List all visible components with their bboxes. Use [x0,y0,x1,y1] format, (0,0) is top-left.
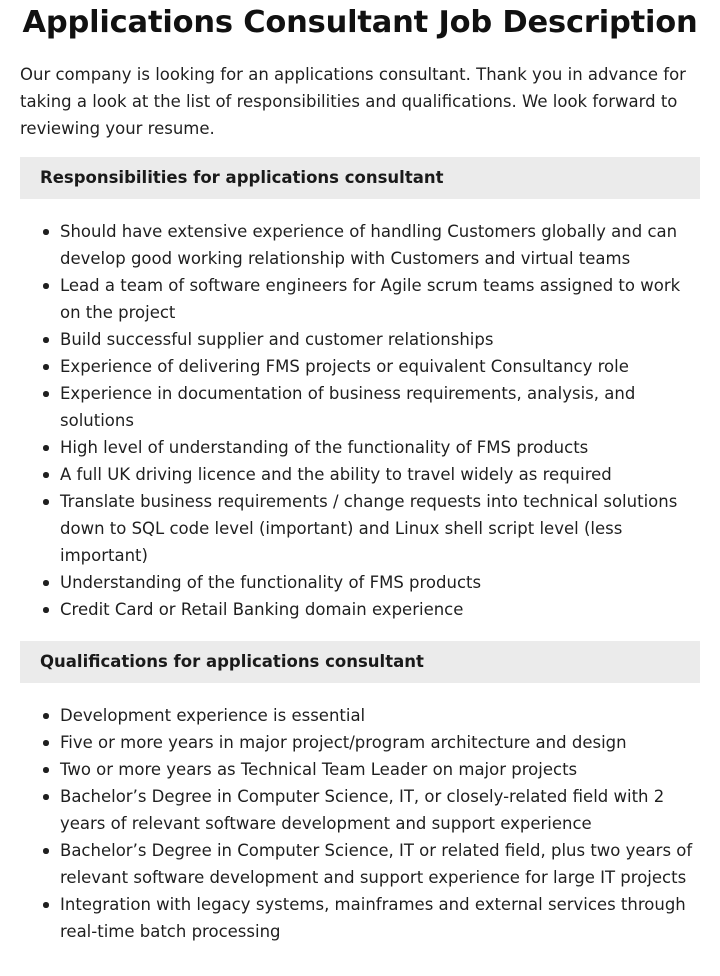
list-item: Bachelor’s Degree in Computer Science, IT or related field, plus two years of relevant software development and support experience for large IT projects [60,837,700,891]
list-item: Five or more years in major project/program architecture and design [60,729,700,756]
list-item: Build successful supplier and customer relationships [60,326,700,353]
list-item: Experience in documentation of business requirements, analysis, and solutions [60,380,700,434]
responsibilities-list [20,218,700,623]
responsibilities-heading: Responsibilities for applications consultant [20,157,700,199]
list-item: Lead a team of software engineers for Agile scrum teams assigned to work on the project [60,272,700,326]
list-item: Credit Card or Retail Banking domain experience [60,596,700,623]
list-item: Understanding of the functionality of FMS products [60,569,700,596]
list-item: Integration with legacy systems, mainframes and external services through real-time batch processing [60,891,700,945]
list-item: Development experience is essential [60,702,700,729]
list-item: A full UK driving licence and the ability to travel widely as required [60,461,700,488]
list-item: Experience of delivering FMS projects or equivalent Consultancy role [60,353,700,380]
list-item: Bachelor’s Degree in Computer Science, IT, or closely-related field with 2 years of relevant software development and support experience [60,783,700,837]
list-item: Two or more years as Technical Team Leader on major projects [60,756,700,783]
intro-paragraph: Our company is looking for an applications consultant. Thank you in advance for taking a look at the list of responsibilities and qualifications. We look forward to reviewing your resume. [20,65,686,138]
list-item: Translate business requirements / change requests into technical solutions down to SQL code level (important) and Linux shell script level (less important) [60,488,700,569]
qualifications-list [20,702,700,945]
list-item: High level of understanding of the functionality of FMS products [60,434,700,461]
page-title: Applications Consultant Job Description [22,5,698,40]
list-item: Should have extensive experience of handling Customers globally and can develop good working relationship with Customers and virtual teams [60,218,700,272]
qualifications-heading: Qualifications for applications consultant [20,641,700,683]
